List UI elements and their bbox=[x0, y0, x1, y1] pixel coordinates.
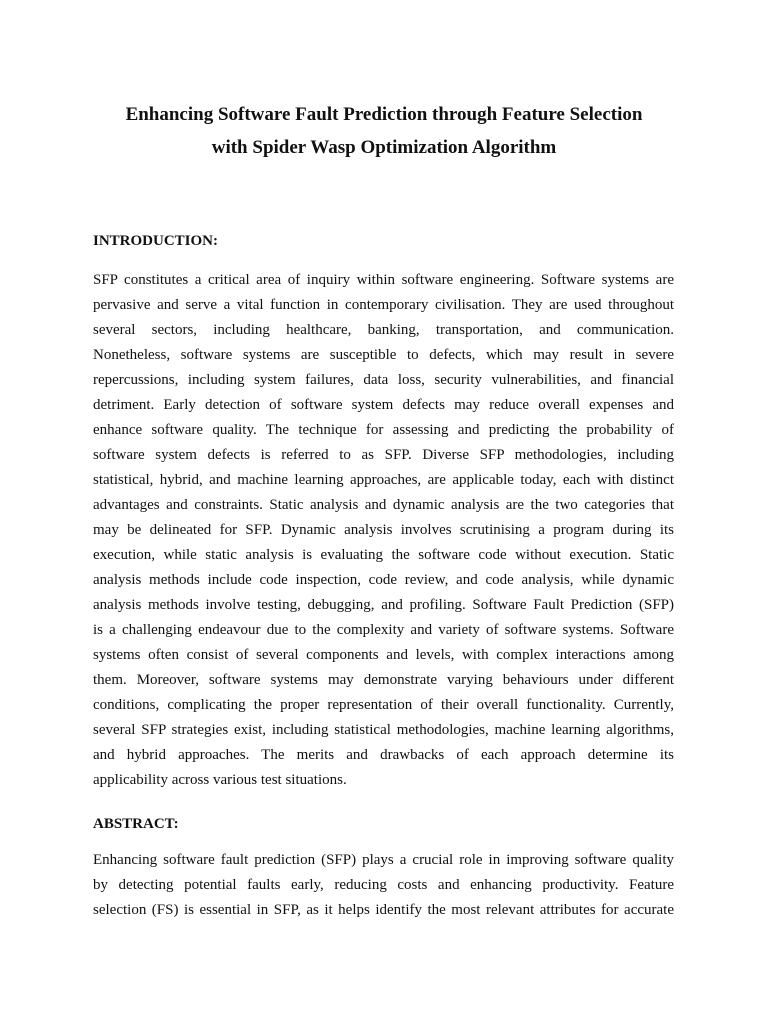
introduction-line: and hybrid approaches. The merits and drawbacks of each approach determine its bbox=[93, 747, 674, 763]
introduction-line: SFP constitutes a critical area of inquiry within software engineering. Software systems are bbox=[93, 272, 674, 288]
introduction-paragraph bbox=[93, 268, 674, 793]
introduction-line: repercussions, including system failures, data loss, security vulnerabilities, and financial bbox=[93, 372, 674, 388]
introduction-line: Nonetheless, software systems are susceptible to defects, which may result in severe bbox=[93, 347, 674, 363]
abstract-heading: ABSTRACT: bbox=[93, 816, 179, 832]
abstract-line: by detecting potential faults early, reducing costs and enhancing productivity. Feature bbox=[93, 877, 674, 893]
title-line: with Spider Wasp Optimization Algorithm bbox=[211, 137, 557, 158]
paper-title bbox=[60, 98, 708, 164]
introduction-line: applicability across various test situations. bbox=[93, 772, 347, 788]
introduction-line: may be delineated for SFP. Dynamic analysis involves scrutinising a program during its bbox=[93, 522, 674, 538]
introduction-line: software system defects is referred to as SFP. Diverse SFP methodologies, including bbox=[93, 447, 674, 463]
introduction-line: detriment. Early detection of software system defects may reduce overall expenses and bbox=[93, 397, 674, 413]
abstract-paragraph bbox=[93, 848, 674, 923]
abstract-line: Enhancing software fault prediction (SFP) plays a crucial role in improving software quality bbox=[93, 852, 674, 868]
abstract-line: selection (FS) is essential in SFP, as it helps identify the most relevant attributes for accurate bbox=[93, 902, 674, 918]
introduction-line: execution, while static analysis is evaluating the software code without execution. Static bbox=[93, 547, 674, 563]
introduction-line: pervasive and serve a vital function in contemporary civilisation. They are used throughout bbox=[93, 297, 674, 313]
introduction-line: advantages and constraints. Static analysis and dynamic analysis are the two categories that bbox=[93, 497, 674, 513]
introduction-line: several sectors, including healthcare, banking, transportation, and communication. bbox=[93, 322, 674, 338]
introduction-line: systems often consist of several components and levels, with complex interactions among bbox=[93, 647, 674, 663]
introduction-line: enhance software quality. The technique for assessing and predicting the probability of bbox=[93, 422, 674, 438]
introduction-line: them. Moreover, software systems may demonstrate varying behaviours under different bbox=[93, 672, 674, 688]
title-line: Enhancing Software Fault Prediction through Feature Selection bbox=[125, 104, 643, 125]
introduction-line: several SFP strategies exist, including statistical methodologies, machine learning algorithms, bbox=[93, 722, 674, 738]
introduction-line: analysis methods include code inspection, code review, and code analysis, while dynamic bbox=[93, 572, 674, 588]
introduction-line: conditions, complicating the proper representation of their overall functionality. Currently, bbox=[93, 697, 674, 713]
introduction-line: is a challenging endeavour due to the complexity and variety of software systems. Software bbox=[93, 622, 674, 638]
introduction-line: statistical, hybrid, and machine learning approaches, are applicable today, each with distinct bbox=[93, 472, 674, 488]
introduction-heading: INTRODUCTION: bbox=[93, 233, 219, 249]
introduction-line: analysis methods involve testing, debugging, and profiling. Software Fault Prediction (SFP) bbox=[93, 597, 674, 613]
